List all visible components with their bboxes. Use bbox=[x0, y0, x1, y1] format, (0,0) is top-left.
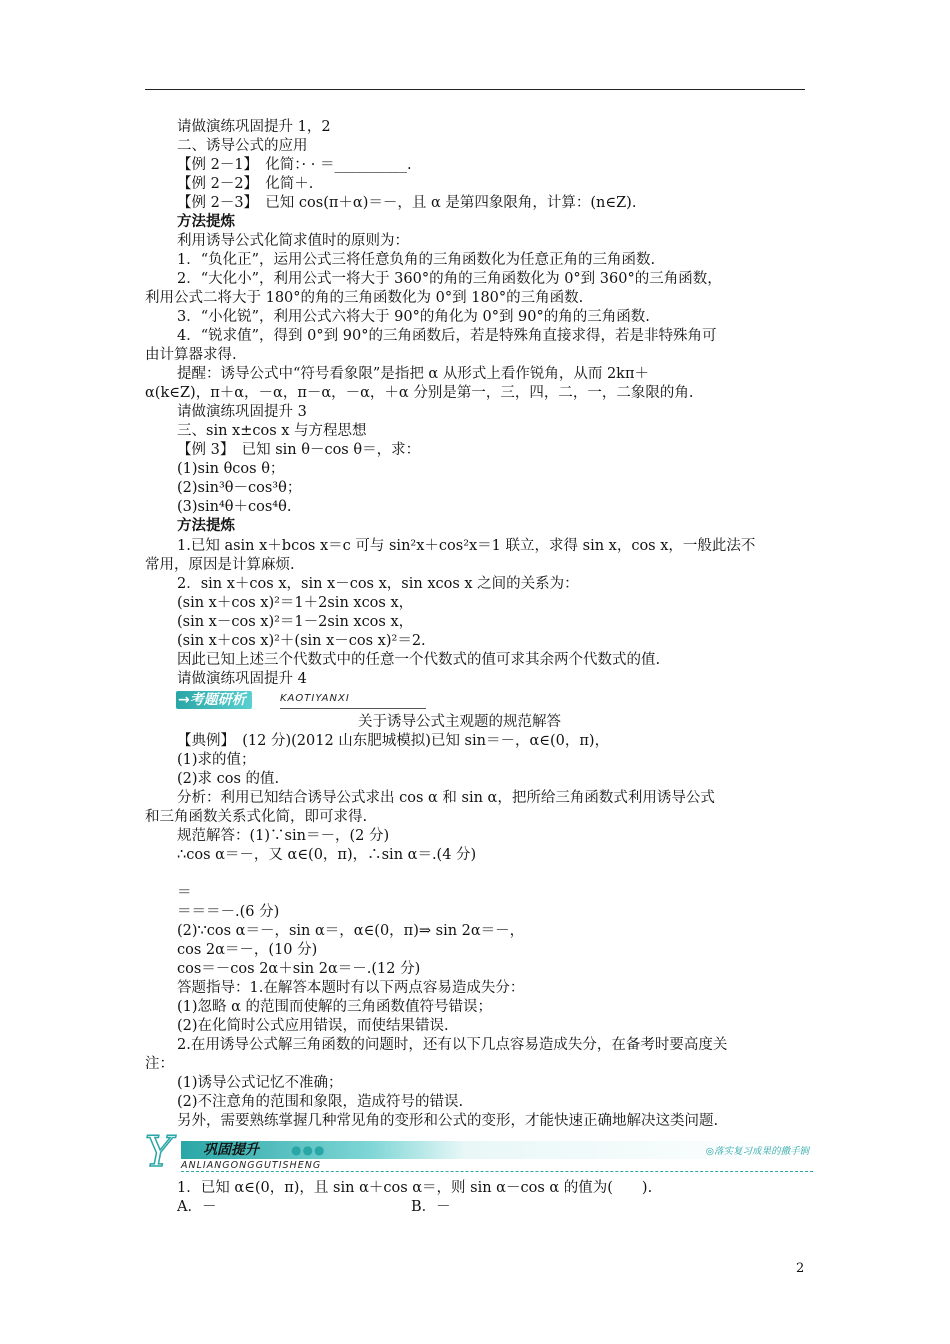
text-line: 分析：利用已知结合诱导公式求出 cos α 和 sin α，把所给三角函数式利用诱导公式 bbox=[177, 790, 715, 806]
text-line: 【例 2－3】 已知 cos(π＋α)＝－，且 α 是第四象限角，计算：(n∈Z). bbox=[177, 195, 637, 211]
text-line: (2)不注意角的范围和象限，造成符号的错误. bbox=[177, 1094, 464, 1110]
text-line: 利用公式二将大于 180°的角的三角函数化为 0°到 180°的三角函数. bbox=[145, 290, 584, 306]
banner-gonggu-letter: Y bbox=[145, 1127, 173, 1176]
text-line: 答题指导：1.在解答本题时有以下两点容易造成失分： bbox=[177, 980, 525, 996]
text-line: (2)在化简时公式应用错误，而使结果错误. bbox=[177, 1018, 449, 1034]
text-line: 1.已知 asin x＋bcos x＝c 可与 sin²x＋cos²x＝1 联立，求得 sin x，cos x，一般此法不 bbox=[177, 538, 756, 554]
banner-kaoti-underline bbox=[280, 708, 426, 709]
text-line: 利用诱导公式化简求值时的原则为： bbox=[177, 233, 409, 249]
banner-gonggu-pinyin: ANLIANGONGGUTISHENG bbox=[181, 1160, 322, 1171]
page-number: 2 bbox=[796, 1261, 805, 1276]
text-line: 注： bbox=[145, 1056, 174, 1072]
section-banner-kaoti bbox=[176, 691, 426, 711]
text-line: 【例 2－1】 化简：· · ＝__________. bbox=[177, 157, 412, 173]
text-line: (sin x＋cos x)²＋(sin x－cos x)²＝2. bbox=[177, 633, 426, 649]
text-line: 三、sin x±cos x 与方程思想 bbox=[177, 423, 367, 439]
banner-gonggu-slogan: ◎落实复习成果的撒手锏 bbox=[705, 1146, 809, 1157]
text-line: (2)∵cos α＝－，sin α＝，α∈(0，π)⇒ sin 2α＝－， bbox=[177, 923, 525, 939]
text-line: 4．“锐求值”，得到 0°到 90°的三角函数后，若是特殊角直接求得，若是非特殊角可 bbox=[177, 328, 717, 344]
text-line: (sin x＋cos x)²＝1＋2sin xcos x， bbox=[177, 595, 414, 611]
text-line: 【典例】 (12 分)(2012 山东肥城模拟)已知 sin＝－，α∈(0，π)， bbox=[177, 733, 610, 749]
text-line: (2)求 cos 的值. bbox=[177, 771, 280, 787]
text-line: 提醒：诱导公式中“符号看象限”是指把 α 从形式上看作锐角，从而 2kπ＋ bbox=[177, 366, 649, 382]
text-line: (1)sin θcos θ； bbox=[177, 461, 285, 477]
text-line: 方法提炼 bbox=[177, 517, 235, 534]
text-line: 二、诱导公式的应用 bbox=[177, 138, 308, 154]
text-line: ∴cos α＝－，又 α∈(0，π)，∴sin α＝.(4 分) bbox=[177, 847, 477, 863]
text-line: A．－ bbox=[177, 1199, 217, 1215]
text-line: 2．sin x＋cos x，sin x－cos x，sin xcos x 之间的关系为： bbox=[177, 576, 579, 592]
banner-gonggu-dots: ●●● bbox=[291, 1143, 326, 1157]
text-line: (1)诱导公式记忆不准确； bbox=[177, 1075, 343, 1091]
text-line: (3)sin⁴θ＋cos⁴θ. bbox=[177, 499, 292, 515]
banner-kaoti-pinyin: KAOTIYANXI bbox=[280, 693, 350, 704]
text-line: (1)求的值； bbox=[177, 752, 256, 768]
text-line: B．－ bbox=[411, 1199, 451, 1215]
text-line: (sin x－cos x)²＝1－2sin xcos x， bbox=[177, 614, 414, 630]
text-line: (1)忽略 α 的范围而使解的三角函数值符号错误； bbox=[177, 999, 493, 1015]
text-line: cos＝－cos 2α＋sin 2α＝－.(12 分) bbox=[177, 961, 421, 977]
text-line: 请做演练巩固提升 3 bbox=[177, 404, 307, 420]
text-line: 1．“负化正”，运用公式三将任意负角的三角函数化为任意正角的三角函数. bbox=[177, 252, 656, 268]
text-line: cos 2α＝－，(10 分) bbox=[177, 942, 318, 958]
text-line: 【例 3】 已知 sin θ－cos θ＝，求： bbox=[177, 442, 421, 458]
header-rule bbox=[145, 89, 805, 90]
text-line: 因此已知上述三个代数式中的任意一个代数式的值可求其余两个代数式的值. bbox=[177, 652, 661, 668]
section-banner-gonggu bbox=[145, 1127, 813, 1176]
text-line: 【例 2－2】 化简＋. bbox=[177, 176, 314, 192]
text-line: 1．已知 α∈(0，π)，且 sin α＋cos α＝，则 sin α－cos α 的值为( ). bbox=[177, 1180, 653, 1196]
text-line: 2．“大化小”，利用公式一将大于 360°的角的三角函数化为 0°到 360°的三角函数， bbox=[177, 271, 722, 287]
text-line: (2)sin³θ－cos³θ； bbox=[177, 480, 302, 496]
text-line: 方法提炼 bbox=[177, 213, 235, 230]
text-line: 请做演练巩固提升 1，2 bbox=[177, 119, 331, 135]
text-line: 请做演练巩固提升 4 bbox=[177, 671, 307, 687]
banner-gonggu-label: 巩固提升 bbox=[203, 1142, 259, 1158]
text-line: 关于诱导公式主观题的规范解答 bbox=[358, 714, 561, 730]
text-line: ＝ bbox=[177, 885, 192, 901]
banner-gonggu-rule bbox=[181, 1171, 813, 1172]
text-line: α(k∈Z)，π＋α，－α，π－α，－α，＋α 分别是第一，三，四，二，一，二象限的角. bbox=[145, 385, 694, 401]
text-line: 规范解答：(1)∵sin＝－，(2 分) bbox=[177, 828, 390, 844]
text-line: 另外，需要熟练掌握几种常见角的变形和公式的变形，才能快速正确地解决这类问题. bbox=[177, 1113, 719, 1129]
text-line: 由计算器求得. bbox=[145, 347, 237, 363]
text-line: ＝＝＝－.(6 分) bbox=[177, 904, 280, 920]
text-line: 常用，原因是计算麻烦. bbox=[145, 557, 295, 573]
text-line: 3．“小化锐”，利用公式六将大于 90°的角化为 0°到 90°的角的三角函数. bbox=[177, 309, 650, 325]
text-line: 和三角函数关系式化简，即可求得. bbox=[145, 809, 368, 825]
text-line: 2.在用诱导公式解三角函数的问题时，还有以下几点容易造成失分，在备考时要高度关 bbox=[177, 1037, 728, 1053]
banner-kaoti-label: →考题研析 bbox=[176, 691, 252, 709]
